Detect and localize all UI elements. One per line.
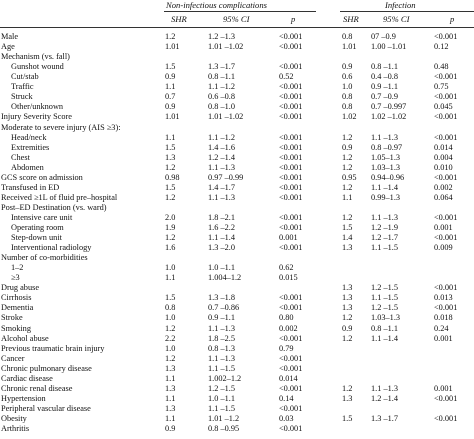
shr-infection-cell: 0.9 bbox=[342, 323, 353, 333]
table-row bbox=[0, 42, 474, 52]
table-row bbox=[0, 424, 474, 434]
ci-infection-cell: 1.2 –1.5 bbox=[371, 283, 398, 293]
shr-infection-cell: 1.02 bbox=[342, 112, 357, 122]
p-infection-cell: 0.24 bbox=[434, 323, 449, 333]
shr-infection-cell: 1.1 bbox=[342, 192, 353, 202]
shr-noninfectious-cell: 1.1 bbox=[165, 413, 176, 423]
p-noninfectious-cell: 0.015 bbox=[279, 273, 298, 283]
table-row bbox=[0, 203, 474, 213]
p-infection-cell: <0.001 bbox=[434, 413, 458, 423]
p-noninfectious-cell: <0.001 bbox=[279, 424, 303, 433]
shr-infection-cell: 1.2 bbox=[342, 162, 353, 172]
table-row bbox=[0, 404, 474, 414]
ci-noninfectious-cell: 0.7 –0.86 bbox=[208, 303, 240, 313]
table-row bbox=[0, 62, 474, 72]
p-infection-cell: 0.013 bbox=[434, 293, 453, 303]
p-noninfectious-cell: <0.001 bbox=[279, 243, 303, 253]
ci-noninfectious-cell: 1.8 –2.5 bbox=[208, 333, 235, 343]
header-rule bbox=[0, 27, 474, 28]
p-noninfectious-cell: <0.001 bbox=[279, 383, 303, 393]
table-row bbox=[0, 123, 474, 133]
p-infection-cell: 0.014 bbox=[434, 142, 453, 152]
shr-noninfectious-cell: 1.2 bbox=[165, 353, 176, 363]
p-noninfectious-cell: <0.001 bbox=[279, 112, 303, 122]
row-label: Stroke bbox=[1, 313, 23, 323]
table-row bbox=[0, 283, 474, 293]
shr-noninfectious-cell: 2.0 bbox=[165, 212, 176, 222]
p-noninfectious-cell: <0.001 bbox=[279, 223, 303, 232]
p-noninfectious-cell: <0.001 bbox=[279, 212, 303, 222]
ci-noninfectious-cell: 1.2 –1.3 bbox=[208, 32, 235, 41]
shr-noninfectious-cell: 1.1 bbox=[165, 393, 176, 403]
shr-noninfectious-cell: 1.1 bbox=[165, 273, 176, 283]
shr-noninfectious-cell: 1.5 bbox=[165, 182, 176, 192]
shr-noninfectious-cell: 1.5 bbox=[165, 142, 176, 152]
p-infection-cell: 0.12 bbox=[434, 42, 449, 51]
p-noninfectious-cell: <0.001 bbox=[279, 293, 303, 303]
ci-infection-cell: 1.03–1.3 bbox=[371, 313, 401, 323]
row-label: Hypertension bbox=[1, 393, 46, 403]
shr-noninfectious-cell: 1.5 bbox=[165, 62, 176, 72]
header-group-noninfectious: Non-infectious complications bbox=[166, 0, 267, 10]
shr-noninfectious-cell: 1.0 bbox=[165, 343, 176, 353]
shr-infection-cell: 1.2 bbox=[342, 182, 353, 192]
group-rule-infection bbox=[340, 11, 474, 12]
group-rule-noninfectious bbox=[164, 11, 316, 12]
row-label: Chronic pulmonary disease bbox=[1, 363, 92, 373]
ci-infection-cell: 1.2 –1.4 bbox=[371, 393, 398, 403]
shr-noninfectious-cell: 1.01 bbox=[165, 112, 180, 122]
table-row bbox=[0, 112, 474, 122]
table-row bbox=[0, 324, 474, 334]
shr-noninfectious-cell: 1.1 bbox=[165, 82, 176, 92]
p-infection-cell: <0.001 bbox=[434, 393, 458, 403]
row-label: Male bbox=[1, 32, 19, 41]
p-noninfectious-cell: 0.14 bbox=[279, 393, 294, 403]
table-row bbox=[0, 313, 474, 323]
ci-noninfectious-cell: 1.0 –1.1 bbox=[208, 393, 235, 403]
row-label: Chest bbox=[11, 152, 30, 162]
shr-infection-cell: 0.95 bbox=[342, 172, 357, 182]
p-infection-cell: 0.045 bbox=[434, 102, 453, 112]
table-row bbox=[0, 394, 474, 404]
p-noninfectious-cell: <0.001 bbox=[279, 333, 303, 343]
table-row bbox=[0, 273, 474, 283]
ci-infection-cell: 1.2 –1.5 bbox=[371, 303, 398, 313]
header-ci-1: 95% CI bbox=[223, 14, 250, 24]
table-row bbox=[0, 344, 474, 354]
shr-infection-cell: 0.9 bbox=[342, 62, 353, 72]
p-infection-cell: <0.001 bbox=[434, 172, 458, 182]
ci-infection-cell: 1.03–1.3 bbox=[371, 162, 401, 172]
table-row bbox=[0, 263, 474, 273]
table-row bbox=[0, 243, 474, 253]
shr-infection-cell: 1.2 bbox=[342, 383, 353, 393]
ci-noninfectious-cell: 1.1 –1.5 bbox=[208, 363, 235, 373]
ci-noninfectious-cell: 0.9 –1.1 bbox=[208, 313, 235, 323]
shr-infection-cell: 0.9 bbox=[342, 142, 353, 152]
ci-infection-cell: 1.02 –1.02 bbox=[371, 112, 407, 122]
row-label: Received ≥1L of fluid pre–hospital bbox=[1, 192, 118, 202]
ci-noninfectious-cell: 0.8 –0.95 bbox=[208, 424, 240, 433]
shr-noninfectious-cell: 0.9 bbox=[165, 102, 176, 112]
table-row bbox=[0, 143, 474, 153]
shr-infection-cell: 0.8 bbox=[342, 32, 353, 41]
ci-noninfectious-cell: 0.97 –0.99 bbox=[208, 172, 244, 182]
ci-infection-cell: 1.1 –1.5 bbox=[371, 243, 398, 253]
p-noninfectious-cell: <0.001 bbox=[279, 303, 303, 313]
shr-noninfectious-cell: 1.6 bbox=[165, 243, 176, 253]
p-noninfectious-cell: <0.001 bbox=[279, 82, 303, 92]
p-noninfectious-cell: <0.001 bbox=[279, 102, 303, 112]
p-noninfectious-cell: 0.52 bbox=[279, 72, 294, 82]
p-infection-cell: 0.002 bbox=[434, 182, 453, 192]
ci-noninfectious-cell: 0.8 –1.0 bbox=[208, 102, 235, 112]
p-noninfectious-cell: <0.001 bbox=[279, 142, 303, 152]
table-row bbox=[0, 223, 474, 233]
row-label: Smoking bbox=[1, 323, 31, 333]
ci-noninfectious-cell: 1.8 –2.1 bbox=[208, 212, 235, 222]
table-row bbox=[0, 414, 474, 424]
ci-infection-cell: 1.00 –1.01 bbox=[371, 42, 407, 51]
ci-noninfectious-cell: 1.002–1.2 bbox=[208, 373, 242, 383]
ci-infection-cell: 0.4 –0.8 bbox=[371, 72, 398, 82]
shr-infection-cell: 1.3 bbox=[342, 243, 353, 253]
shr-infection-cell: 1.3 bbox=[342, 393, 353, 403]
shr-infection-cell: 0.8 bbox=[342, 102, 353, 112]
ci-noninfectious-cell: 1.1 –1.2 bbox=[208, 82, 235, 92]
shr-noninfectious-cell: 0.9 bbox=[165, 424, 176, 433]
ci-noninfectious-cell: 0.8 –1.3 bbox=[208, 343, 235, 353]
shr-infection-cell: 1.2 bbox=[342, 313, 353, 323]
p-noninfectious-cell: <0.001 bbox=[279, 403, 303, 413]
ci-infection-cell: 1.1 –1.3 bbox=[371, 132, 398, 142]
p-noninfectious-cell: <0.001 bbox=[279, 92, 303, 102]
row-label: Dementia bbox=[1, 303, 34, 313]
p-noninfectious-cell: <0.001 bbox=[279, 152, 303, 162]
row-label: Extremities bbox=[11, 142, 50, 152]
ci-noninfectious-cell: 1.3 –1.7 bbox=[208, 62, 235, 72]
p-noninfectious-cell: 0.002 bbox=[279, 323, 298, 333]
shr-noninfectious-cell: 1.2 bbox=[165, 192, 176, 202]
shr-infection-cell: 1.2 bbox=[342, 152, 353, 162]
shr-noninfectious-cell: 1.3 bbox=[165, 152, 176, 162]
table-row bbox=[0, 32, 474, 42]
ci-noninfectious-cell: 1.1 –1.3 bbox=[208, 192, 235, 202]
shr-noninfectious-cell: 1.5 bbox=[165, 293, 176, 303]
ci-noninfectious-cell: 1.004–1.2 bbox=[208, 273, 242, 283]
row-label: Struck bbox=[11, 92, 33, 102]
ci-infection-cell: 1.3 –1.7 bbox=[371, 413, 398, 423]
row-label: Traffic bbox=[11, 82, 34, 92]
shr-noninfectious-cell: 1.2 bbox=[165, 162, 176, 172]
ci-infection-cell: 0.7 –0.9 bbox=[371, 92, 398, 102]
table-row bbox=[0, 133, 474, 143]
shr-noninfectious-cell: 0.98 bbox=[165, 172, 180, 182]
shr-noninfectious-cell: 1.2 bbox=[165, 323, 176, 333]
row-label: Chronic renal disease bbox=[1, 383, 73, 393]
p-noninfectious-cell: 0.80 bbox=[279, 313, 294, 323]
ci-noninfectious-cell: 1.2 –1.4 bbox=[208, 152, 235, 162]
ci-infection-cell: 0.94–0.96 bbox=[371, 172, 405, 182]
header-ci-2: 95% CI bbox=[383, 14, 410, 24]
shr-infection-cell: 1.3 bbox=[342, 283, 353, 293]
row-label: Mechanism (vs. fall) bbox=[1, 52, 70, 62]
p-noninfectious-cell: 0.03 bbox=[279, 413, 294, 423]
shr-noninfectious-cell: 0.8 bbox=[165, 303, 176, 313]
p-infection-cell: <0.001 bbox=[434, 72, 458, 82]
table-row bbox=[0, 213, 474, 223]
p-infection-cell: 0.004 bbox=[434, 152, 453, 162]
p-infection-cell: 0.009 bbox=[434, 243, 453, 253]
p-noninfectious-cell: <0.001 bbox=[279, 353, 303, 363]
shr-noninfectious-cell: 1.1 bbox=[165, 132, 176, 142]
header-p-1: p bbox=[291, 14, 296, 24]
row-label: Post–ED Destination (vs. ward) bbox=[1, 202, 107, 212]
p-infection-cell: 0.001 bbox=[434, 223, 453, 232]
p-infection-cell: <0.001 bbox=[434, 212, 458, 222]
p-infection-cell: <0.001 bbox=[434, 283, 458, 293]
header-shr-2: SHR bbox=[343, 14, 359, 24]
row-label: Drug abuse bbox=[1, 283, 40, 293]
ci-infection-cell: 0.9 –1.1 bbox=[371, 82, 398, 92]
table-row bbox=[0, 384, 474, 394]
table-row bbox=[0, 183, 474, 193]
table-row bbox=[0, 293, 474, 303]
ci-noninfectious-cell: 0.6 –0.8 bbox=[208, 92, 235, 102]
ci-infection-cell: 0.8 –1.1 bbox=[371, 323, 398, 333]
p-noninfectious-cell: <0.001 bbox=[279, 32, 303, 41]
ci-noninfectious-cell: 1.3 –1.8 bbox=[208, 293, 235, 303]
ci-infection-cell: 1.1 –1.3 bbox=[371, 383, 398, 393]
header-p-2: p bbox=[450, 14, 455, 24]
table-row bbox=[0, 374, 474, 384]
p-noninfectious-cell: <0.001 bbox=[279, 192, 303, 202]
table-row bbox=[0, 52, 474, 62]
p-infection-cell: 0.75 bbox=[434, 82, 449, 92]
row-label: Operating room bbox=[11, 223, 64, 232]
p-noninfectious-cell: 0.79 bbox=[279, 343, 294, 353]
row-label: Obesity bbox=[1, 413, 27, 423]
row-label: Transfused in ED bbox=[1, 182, 60, 192]
table-row bbox=[0, 334, 474, 344]
ci-infection-cell: 1.05–1.3 bbox=[371, 152, 401, 162]
ci-noninfectious-cell: 1.4 –1.7 bbox=[208, 182, 235, 192]
p-noninfectious-cell: <0.001 bbox=[279, 62, 303, 72]
ci-infection-cell: 1.1 –1.4 bbox=[371, 182, 398, 192]
table-row bbox=[0, 163, 474, 173]
p-infection-cell: <0.001 bbox=[434, 32, 458, 41]
shr-noninfectious-cell: 1.1 bbox=[165, 373, 176, 383]
shr-noninfectious-cell: 1.3 bbox=[165, 383, 176, 393]
p-infection-cell: 0.010 bbox=[434, 162, 453, 172]
row-label: GCS score on admission bbox=[1, 172, 83, 182]
row-label: Peripheral vascular disease bbox=[1, 403, 91, 413]
p-noninfectious-cell: <0.001 bbox=[279, 182, 303, 192]
p-noninfectious-cell: <0.001 bbox=[279, 132, 303, 142]
table-row bbox=[0, 364, 474, 374]
shr-noninfectious-cell: 1.2 bbox=[165, 32, 176, 41]
row-label: Gunshot wound bbox=[11, 62, 64, 72]
p-infection-cell: <0.001 bbox=[434, 233, 458, 242]
shr-infection-cell: 1.3 bbox=[342, 303, 353, 313]
ci-noninfectious-cell: 1.3 –2.0 bbox=[208, 243, 235, 253]
table-row bbox=[0, 193, 474, 203]
ci-noninfectious-cell: 1.01 –1.02 bbox=[208, 112, 244, 122]
ci-noninfectious-cell: 1.4 –1.6 bbox=[208, 142, 235, 152]
shr-noninfectious-cell: 1.2 bbox=[165, 233, 176, 242]
shr-infection-cell: 0.6 bbox=[342, 72, 353, 82]
ci-noninfectious-cell: 1.2 –1.5 bbox=[208, 383, 235, 393]
table-row bbox=[0, 354, 474, 364]
ci-infection-cell: 1.1 –1.3 bbox=[371, 212, 398, 222]
table-row bbox=[0, 233, 474, 243]
table-row bbox=[0, 92, 474, 102]
shr-infection-cell: 1.2 bbox=[342, 212, 353, 222]
shr-noninfectious-cell: 1.01 bbox=[165, 42, 180, 51]
row-label: Injury Severity Score bbox=[1, 112, 72, 122]
p-infection-cell: 0.064 bbox=[434, 192, 453, 202]
row-label: Step-down unit bbox=[11, 233, 62, 242]
p-infection-cell: 0.48 bbox=[434, 62, 449, 72]
row-label: Interventional radiology bbox=[11, 243, 92, 253]
ci-noninfectious-cell: 1.1 –1.3 bbox=[208, 353, 235, 363]
ci-noninfectious-cell: 1.01 –1.02 bbox=[208, 42, 244, 51]
shr-infection-cell: 1.5 bbox=[342, 413, 353, 423]
p-infection-cell: <0.001 bbox=[434, 92, 458, 102]
ci-noninfectious-cell: 0.8 –1.1 bbox=[208, 72, 235, 82]
ci-noninfectious-cell: 1.6 –2.2 bbox=[208, 223, 235, 232]
p-noninfectious-cell: 0.001 bbox=[279, 233, 298, 242]
row-label: Arthritis bbox=[1, 424, 30, 433]
shr-infection-cell: 1.4 bbox=[342, 233, 353, 242]
p-infection-cell: 0.001 bbox=[434, 383, 453, 393]
ci-infection-cell: 1.2 –1.9 bbox=[371, 223, 398, 232]
p-infection-cell: 0.001 bbox=[434, 333, 453, 343]
ci-noninfectious-cell: 1.1 –1.3 bbox=[208, 162, 235, 172]
header-shr-1: SHR bbox=[171, 14, 187, 24]
shr-noninfectious-cell: 0.7 bbox=[165, 92, 176, 102]
p-infection-cell: <0.001 bbox=[434, 132, 458, 142]
ci-noninfectious-cell: 1.1 –1.3 bbox=[208, 323, 235, 333]
shr-noninfectious-cell: 1.9 bbox=[165, 223, 176, 232]
shr-infection-cell: 0.8 bbox=[342, 92, 353, 102]
table-row bbox=[0, 253, 474, 263]
row-label: ≥3 bbox=[11, 273, 20, 283]
header-group-infection: Infection bbox=[385, 0, 416, 10]
row-label: Cirrhosis bbox=[1, 293, 32, 303]
shr-infection-cell: 1.2 bbox=[342, 132, 353, 142]
p-noninfectious-cell: <0.001 bbox=[279, 162, 303, 172]
row-label: Other/unknown bbox=[11, 102, 64, 112]
p-noninfectious-cell: <0.001 bbox=[279, 42, 303, 51]
ci-infection-cell: 0.99–1.3 bbox=[371, 192, 401, 202]
table-row bbox=[0, 72, 474, 82]
table-row bbox=[0, 303, 474, 313]
shr-infection-cell: 1.2 bbox=[342, 333, 353, 343]
table-row bbox=[0, 102, 474, 112]
shr-infection-cell: 1.3 bbox=[342, 293, 353, 303]
p-infection-cell: 0.018 bbox=[434, 313, 453, 323]
shr-noninfectious-cell: 2.2 bbox=[165, 333, 176, 343]
p-infection-cell: <0.001 bbox=[434, 303, 458, 313]
p-noninfectious-cell: 0.014 bbox=[279, 373, 298, 383]
shr-noninfectious-cell: 1.0 bbox=[165, 263, 176, 273]
table-row bbox=[0, 153, 474, 163]
row-label: Age bbox=[1, 42, 15, 51]
row-label: Head/neck bbox=[11, 132, 47, 142]
shr-noninfectious-cell: 1.0 bbox=[165, 313, 176, 323]
ci-infection-cell: 1.2 –1.7 bbox=[371, 233, 398, 242]
ci-infection-cell: 0.7 –0.997 bbox=[371, 102, 407, 112]
ci-noninfectious-cell: 1.1 –1.5 bbox=[208, 403, 235, 413]
row-label: Abdomen bbox=[11, 162, 44, 172]
row-label: Cardiac disease bbox=[1, 373, 53, 383]
row-label: Cancer bbox=[1, 353, 25, 363]
ci-noninfectious-cell: 1.1 –1.2 bbox=[208, 132, 235, 142]
ci-infection-cell: 0.8 –1.1 bbox=[371, 62, 398, 72]
ci-infection-cell: 1.1 –1.5 bbox=[371, 293, 398, 303]
shr-noninfectious-cell: 1.3 bbox=[165, 403, 176, 413]
row-label: Number of co-morbidities bbox=[1, 253, 88, 263]
ci-noninfectious-cell: 1.1 –1.4 bbox=[208, 233, 235, 242]
row-label: Moderate to severe injury (AIS ≥3): bbox=[1, 122, 121, 132]
table-row bbox=[0, 82, 474, 92]
p-noninfectious-cell: 0.62 bbox=[279, 263, 294, 273]
row-label: Previous traumatic brain injury bbox=[1, 343, 105, 353]
ci-infection-cell: 0.8 –0.97 bbox=[371, 142, 403, 152]
p-infection-cell: <0.001 bbox=[434, 112, 458, 122]
ci-noninfectious-cell: 1.0 –1.1 bbox=[208, 263, 235, 273]
table-row bbox=[0, 173, 474, 183]
ci-infection-cell: 07 –0.9 bbox=[371, 32, 396, 41]
row-label: Intensive care unit bbox=[11, 212, 73, 222]
row-label: Cut/stab bbox=[11, 72, 39, 82]
row-label: Alcohol abuse bbox=[1, 333, 49, 343]
shr-noninfectious-cell: 0.9 bbox=[165, 72, 176, 82]
shr-noninfectious-cell: 1.3 bbox=[165, 363, 176, 373]
shr-infection-cell: 1.0 bbox=[342, 82, 353, 92]
ci-noninfectious-cell: 1.01 –1.2 bbox=[208, 413, 240, 423]
p-noninfectious-cell: <0.001 bbox=[279, 363, 303, 373]
ci-infection-cell: 1.1 –1.4 bbox=[371, 333, 398, 343]
row-label: 1–2 bbox=[11, 263, 24, 273]
shr-infection-cell: 1.5 bbox=[342, 223, 353, 232]
p-noninfectious-cell: <0.001 bbox=[279, 172, 303, 182]
shr-infection-cell: 1.01 bbox=[342, 42, 357, 51]
